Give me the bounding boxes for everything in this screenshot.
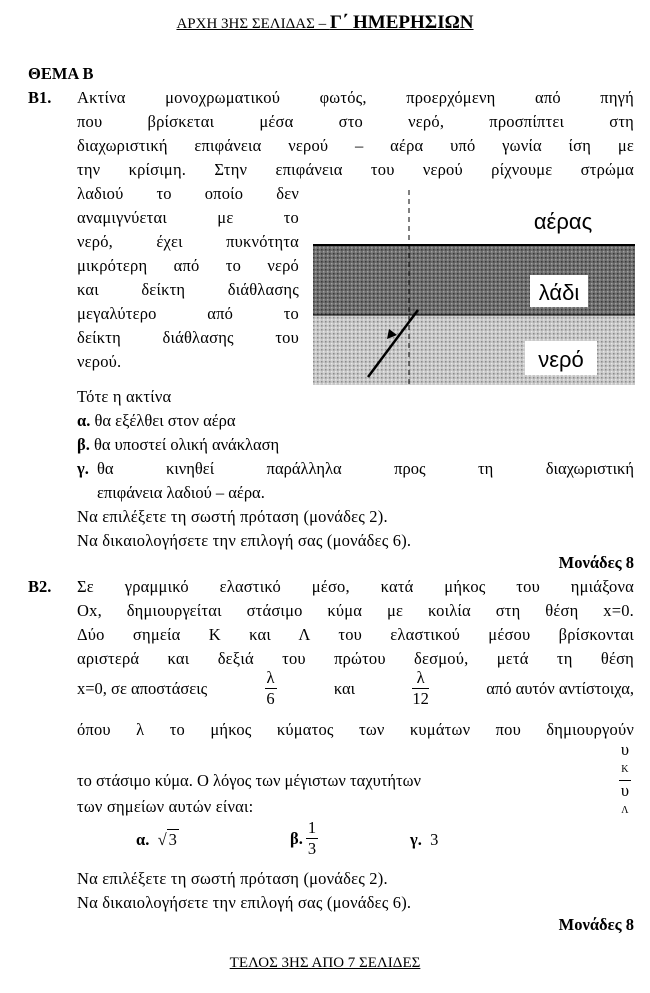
b2-option-a-letter: α. bbox=[136, 830, 150, 849]
b2-line-5-and: και bbox=[333, 678, 356, 698]
sqrt-icon: √ bbox=[157, 830, 167, 849]
b2-number: Β2. bbox=[28, 577, 52, 596]
b2-option-b bbox=[290, 818, 321, 859]
section-title: ΘΕΜΑ Β bbox=[28, 64, 94, 83]
ratio-numerator bbox=[619, 740, 631, 781]
b2-instruction-1: Να επιλέξετε τη σωστή πρόταση (μονάδες 2). bbox=[77, 869, 388, 888]
b1-side-line-4: μικρότερη από το νερό bbox=[77, 256, 299, 275]
b2-line-3: Δύο σημεία Κ και Λ του ελαστικού μέσου βρίσκονται bbox=[77, 625, 634, 644]
b2-line-5-end: από αυτόν αντίστοιχα, bbox=[486, 678, 634, 698]
b1-line-2: που βρίσκεται μέσα στο νερό, προσπίπτει στη bbox=[77, 112, 634, 131]
b2-instruction-2: Να δικαιολογήσετε την επιλογή σας (μονάδες 6). bbox=[77, 893, 412, 912]
opt-b-num: 1 bbox=[307, 818, 317, 837]
page-header bbox=[0, 12, 650, 34]
frac1-den: 6 bbox=[266, 689, 275, 708]
page-footer: ΤΕΛΟΣ 3ΗΣ ΑΠΟ 7 ΣΕΛΙΔΕΣ bbox=[229, 955, 421, 971]
b1-side-line-5: και δείκτη διάθλασης bbox=[77, 280, 299, 299]
b2-line-6: όπου λ το μήκος κύματος των κυμάτων που δημιουργούν bbox=[77, 720, 634, 739]
b2-line-2: Ox, δημιουργείται στάσιμο κύμα με κοιλία στη θέση x=0. bbox=[77, 601, 634, 620]
velocity-ratio bbox=[619, 740, 631, 821]
b1-option-c-letter: γ. bbox=[77, 459, 89, 478]
oil-label: λάδι bbox=[538, 280, 580, 305]
b1-option-b-letter: β. bbox=[77, 435, 90, 454]
b2-line-5-start: x=0, σε αποστάσεις bbox=[77, 678, 208, 698]
b2-line-4: αριστερά και δεξιά του πρώτου δεσμού, μετά τη θέση bbox=[77, 649, 634, 668]
b2-option-a-value: 3 bbox=[168, 830, 177, 849]
refraction-figure bbox=[313, 185, 635, 385]
b2-line-5 bbox=[77, 668, 634, 709]
ratio-den-sub: Λ bbox=[621, 805, 629, 816]
b1-marks: Μονάδες 8 bbox=[558, 553, 634, 572]
b2-option-b-letter: β. bbox=[290, 828, 303, 848]
b1-then: Τότε η ακτίνα bbox=[77, 387, 172, 406]
fraction-one-third bbox=[306, 818, 318, 859]
b1-side-line-6: μεγαλύτερο από το bbox=[77, 304, 299, 323]
b1-line-3: διαχωριστική επιφάνεια νερού – αέρα υπό γωνία ίση με bbox=[77, 136, 634, 155]
b1-option-a bbox=[77, 411, 236, 431]
ratio-denominator bbox=[619, 781, 631, 821]
b1-side-line-2: αναμιγνύεται με το bbox=[77, 208, 299, 227]
b1-number: Β1. bbox=[28, 88, 52, 107]
frac1-num: λ bbox=[266, 668, 275, 687]
b1-line-4: την κρίσιμη. Στην επιφάνεια του νερού ρίχνουμε στρώμα bbox=[77, 160, 634, 179]
b1-side-line-1: λαδιού το οποίο δεν bbox=[77, 184, 299, 203]
frac2-num: λ bbox=[412, 668, 429, 689]
b1-side-line-3: νερό, έχει πυκνότητα bbox=[77, 232, 299, 251]
b1-option-c-cont: επιφάνεια λαδιού – αέρα. bbox=[97, 483, 265, 502]
b1-side-line-8: νερού. bbox=[77, 352, 122, 371]
b1-line-1: Ακτίνα μονοχρωματικού φωτός, προερχόμενη από πηγή bbox=[77, 88, 634, 107]
b1-option-c-text: θα κινηθεί παράλληλα προς τη διαχωριστική bbox=[97, 459, 634, 478]
fraction-lambda-12 bbox=[412, 668, 429, 709]
b2-line-1: Σε γραμμικό ελαστικό μέσο, κατά μήκος του ημιάξονα bbox=[77, 577, 634, 596]
b1-option-b-text: θα υποστεί ολική ανάκλαση bbox=[93, 435, 280, 454]
header-prefix: ΑΡΧΗ 3ΗΣ ΣΕΛΙΔΑΣ – bbox=[176, 16, 330, 32]
b1-option-b bbox=[77, 435, 279, 455]
b2-option-a bbox=[136, 830, 179, 850]
b1-side-line-7: δείκτη διάθλασης του bbox=[77, 328, 299, 347]
fraction-lambda-6 bbox=[265, 668, 277, 709]
header-title: Γ΄ ΗΜΕΡΗΣΙΩΝ bbox=[329, 12, 474, 33]
opt-b-den: 3 bbox=[307, 839, 317, 858]
water-label: νερό bbox=[538, 347, 584, 372]
b1-option-a-letter: α. bbox=[77, 411, 91, 430]
b1-option-a-text: θα εξέλθει στον αέρα bbox=[94, 411, 236, 430]
air-label: αέρας bbox=[533, 209, 593, 234]
b1-instruction-2: Να δικαιολογήσετε την επιλογή σας (μονάδες 6). bbox=[77, 531, 412, 550]
b2-option-c bbox=[410, 830, 438, 850]
b1-option-c bbox=[77, 459, 89, 479]
ratio-num-sub: Κ bbox=[621, 764, 629, 775]
ratio-num-symbol: υ bbox=[620, 740, 629, 759]
frac2-den: 12 bbox=[412, 689, 429, 708]
b2-marks: Μονάδες 8 bbox=[558, 915, 634, 934]
b1-instruction-1: Να επιλέξετε τη σωστή πρόταση (μονάδες 2). bbox=[77, 507, 388, 526]
b2-line-8: των σημείων αυτών είναι: bbox=[77, 797, 254, 816]
ratio-den-symbol: υ bbox=[620, 781, 629, 800]
b2-option-c-value: 3 bbox=[430, 830, 439, 849]
b2-option-c-letter: γ. bbox=[410, 830, 422, 849]
b2-line-7-text: το στάσιμο κύμα. Ο λόγος των μέγιστων ταχυτήτων bbox=[77, 770, 421, 790]
